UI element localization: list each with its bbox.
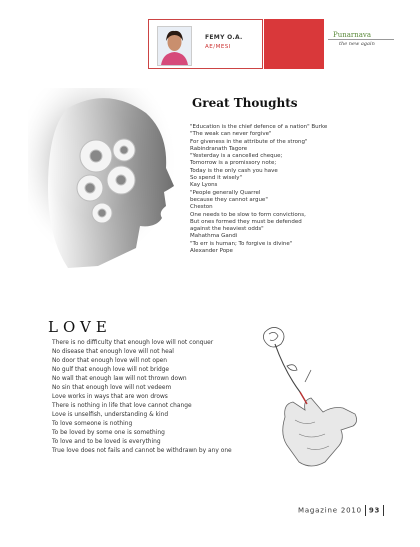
header-accent-bar [264,19,324,69]
poem-line: There is no difficulty that enough love will not conquer [52,340,214,346]
author-department: AE/MESI [205,44,231,50]
poem-line: To love someone is nothing [52,421,133,427]
quote-line: So spend it wisely" [190,175,243,182]
page-number: 93 [368,506,381,515]
poem-line: No sin that enough love will not vedeem [52,385,172,391]
quote-line: But ones formed they must be defended [190,218,302,225]
great-thoughts-quotes [190,124,390,255]
quote-line: "People generally Quarrel [190,189,261,196]
quote-line: Today is the only cash you have [190,167,278,174]
quote-line: Mahathma Gandi [190,233,238,240]
poem-line: To love and to be loved is everything [52,439,161,445]
quote-line: One needs to be slow to form convictions, [190,211,306,218]
hand-rose-sketch [245,322,375,472]
quote-line: "To err is human; To forgive is divine" [190,240,293,247]
footer-separator [383,505,384,516]
footer-magazine: Magazine 2010 [298,506,362,515]
poem-line: No disease that enough love will not heal [52,349,174,355]
quote-line: Tomorrow is a promissory note; [190,160,277,167]
quote-line: "Yesterday is a cancelled cheque; [190,153,283,160]
magazine-tagline: the new again [339,41,375,47]
great-thoughts-title: Great Thoughts [192,96,298,110]
quote-line: Rabindranath Tagore [190,145,248,152]
author-name: FEMY O.A. [205,34,243,41]
quote-line: against the heaviest odds" [190,226,264,233]
quote-line: "The weak can never forgive" [190,131,272,138]
poem-line: No door that enough love will not open [52,358,168,364]
poem-line: To be loved by some one is something [52,430,165,436]
poem-line: Love is unselfish, understanding & kind [52,412,169,418]
quote-line: Kay Lyons [190,182,218,189]
poem-line: There is nothing in life that love cannot change [52,403,192,409]
poem-line: No wall that enough law will not thrown down [52,376,187,382]
poem-line: Love works in ways that are won drows [52,394,168,400]
head-gears-illustration [28,88,178,273]
magazine-logo: Punarnava [333,31,372,39]
poem-line: No gulf that enough love will not bridge [52,367,170,373]
poem-line: True love does not fails and cannot be withdrawn by any one [52,448,232,454]
header-divider [328,39,394,40]
love-title: LOVE [48,318,112,336]
quote-line: "Education is the chief defence of a nation" Burke [190,124,328,130]
quote-line: because they cannot argue" [190,196,268,203]
quote-line: For giveness in the attribute of the strong" [190,138,308,145]
quote-line: Cheston [190,204,213,211]
footer-separator [365,505,366,516]
page-footer [298,505,387,516]
author-photo [157,26,192,66]
quote-line: Alexander Pope [190,248,233,255]
